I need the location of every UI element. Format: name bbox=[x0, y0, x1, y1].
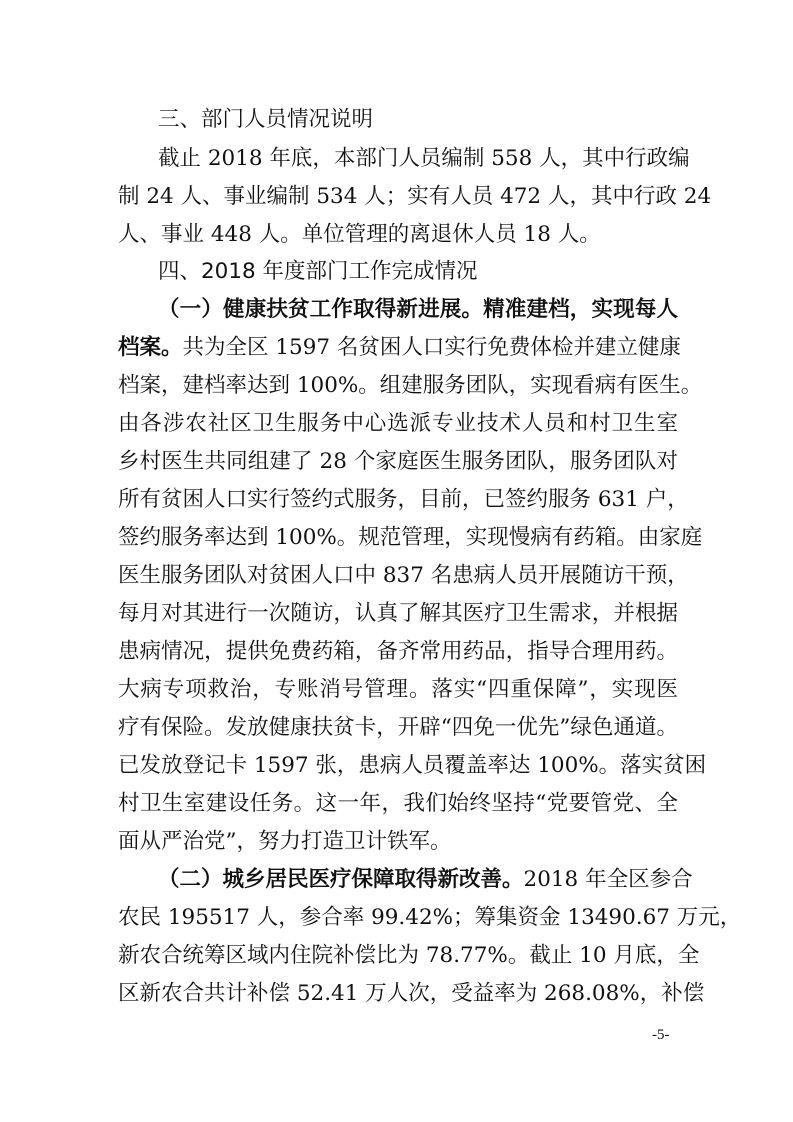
paragraph-line-mixed bbox=[118, 333, 681, 363]
paragraph-line: 签约服务率达到 100%。规范管理，实现慢病有药箱。由家庭 bbox=[118, 525, 703, 550]
paragraph-line: 所有贫困人口实行签约式服务，目前，已签约服务 631 户， bbox=[118, 487, 689, 512]
paragraph-text: 共为全区 1597 名贫困人口实行免费体检并建立健康 bbox=[182, 335, 681, 360]
subsection-heading-medical-insurance: （二）城乡居民医疗保障取得新改善。 bbox=[158, 867, 524, 892]
paragraph-line: 制 24 人、事业编制 534 人；实有人员 472 人，其中行政 24 bbox=[118, 184, 712, 209]
section-heading-personnel: 三、部门人员情况说明 bbox=[158, 107, 374, 132]
paragraph-line: 已发放登记卡 1597 张，患病人员覆盖率达 100%。落实贫困 bbox=[118, 753, 707, 778]
paragraph-line: 村卫生室建设任务。这一年，我们始终坚持“党要管党、全 bbox=[118, 791, 678, 816]
paragraph-line: 疗有保险。发放健康扶贫卡，开辟“四免一优先”绿色通道。 bbox=[118, 715, 678, 740]
paragraph-line: 档案，建档率达到 100%。组建服务团队，实现看病有医生。 bbox=[118, 373, 703, 398]
page-number: -5- bbox=[652, 1027, 670, 1043]
paragraph-line: 面从严治党”，努力打造卫计铁军。 bbox=[118, 829, 452, 854]
paragraph-line-mixed bbox=[158, 865, 693, 895]
paragraph-line: 截止 2018 年底，本部门人员编制 558 人，其中行政编 bbox=[158, 146, 690, 171]
paragraph-line: 乡村医生共同组建了 28 个家庭医生服务团队，服务团队对 bbox=[118, 449, 678, 474]
paragraph-line: 患病情况，提供免费药箱，备齐常用药品，指导合理用药。 bbox=[118, 639, 678, 664]
paragraph-line: 人、事业 448 人。单位管理的离退休人员 18 人。 bbox=[118, 222, 601, 247]
paragraph-line: 由各涉农社区卫生服务中心选派专业技术人员和村卫生室 bbox=[118, 411, 678, 436]
subsection-heading-continued: 档案。 bbox=[118, 335, 183, 360]
paragraph-line: 每月对其进行一次随访，认真了解其医疗卫生需求，并根据 bbox=[118, 601, 678, 626]
paragraph-line: 新农合统筹区域内住院补偿比为 78.77%。截止 10 月底，全 bbox=[118, 943, 700, 968]
paragraph-text: 2018 年全区参合 bbox=[523, 867, 693, 892]
subsection-heading-health-poverty: （一）健康扶贫工作取得新进展。精准建档，实现每人 bbox=[158, 297, 678, 322]
paragraph-line: 农民 195517 人，参合率 99.42%；筹集资金 13490.67 万元， bbox=[118, 905, 742, 930]
paragraph-line: 大病专项救治，专账消号管理。落实“四重保障”，实现医 bbox=[118, 677, 678, 702]
paragraph-line: 医生服务团队对贫困人口中 837 名患病人员开展随访干预， bbox=[118, 563, 689, 588]
section-heading-work: 四、2018 年度部门工作完成情况 bbox=[158, 259, 478, 284]
paragraph-line: 区新农合共计补偿 52.41 万人次，受益率为 268.08%，补偿 bbox=[118, 981, 705, 1006]
